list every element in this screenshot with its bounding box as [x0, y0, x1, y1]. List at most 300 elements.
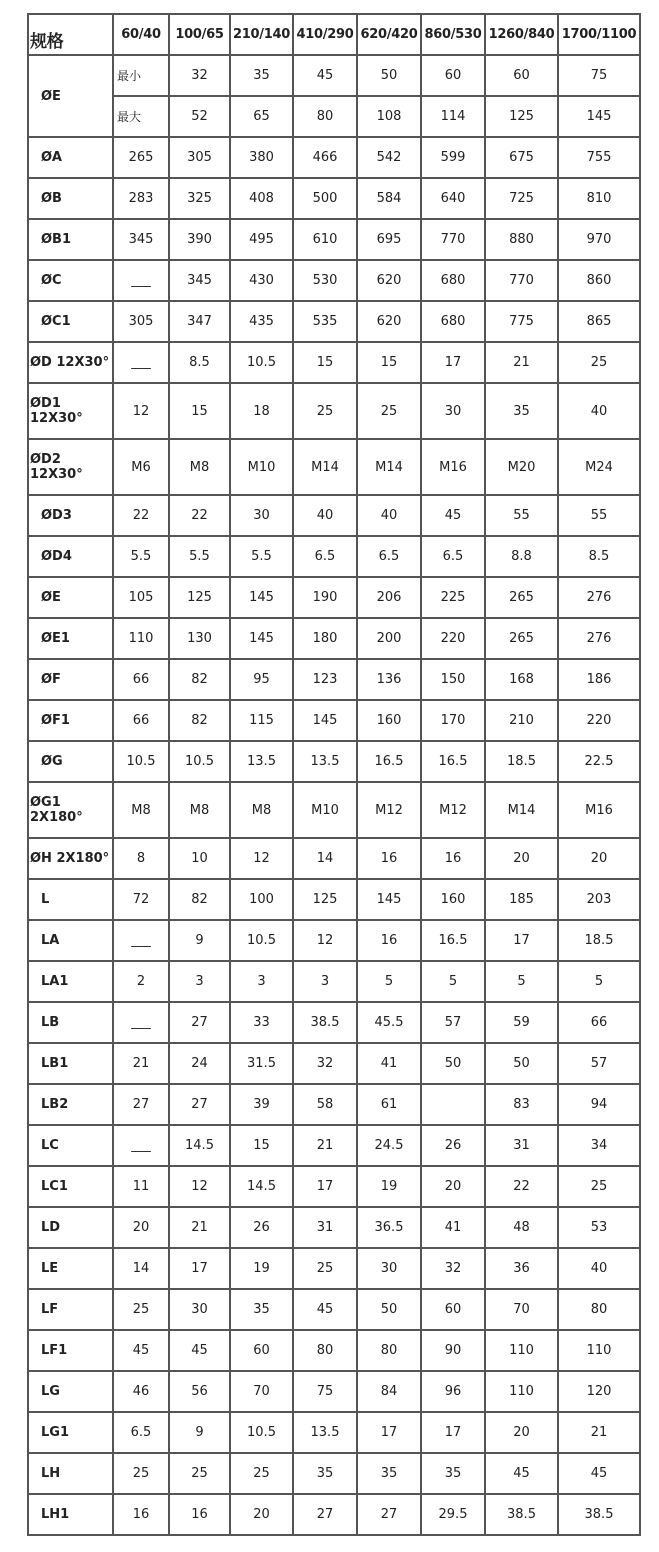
table-cell: 203 [558, 879, 640, 920]
table-cell: 810 [558, 178, 640, 219]
table-cell: 55 [558, 495, 640, 536]
table-cell: 12 [230, 838, 293, 879]
table-cell: 15 [293, 342, 357, 383]
table-cell: 50 [357, 1289, 421, 1330]
table-cell: 34 [558, 1125, 640, 1166]
table-cell: 32 [421, 1248, 485, 1289]
table-cell: 16.5 [357, 741, 421, 782]
table-cell: 24 [169, 1043, 230, 1084]
table-cell: 160 [357, 700, 421, 741]
table-cell: 22 [169, 495, 230, 536]
table-cell: 14 [293, 838, 357, 879]
table-cell: 130 [169, 618, 230, 659]
table-cell: 33 [230, 1002, 293, 1043]
table-cell: 66 [558, 1002, 640, 1043]
row-label: ØB [28, 178, 113, 219]
table-row [28, 1412, 640, 1453]
table-cell [421, 1084, 485, 1125]
table-cell: 35 [485, 383, 558, 439]
table-cell: 21 [558, 1412, 640, 1453]
table-cell: 26 [421, 1125, 485, 1166]
spec-table [27, 13, 641, 1536]
table-cell: 390 [169, 219, 230, 260]
table-cell: 145 [293, 700, 357, 741]
table-cell: 265 [113, 137, 169, 178]
column-header: 60/40 [113, 14, 169, 55]
table-cell: M8 [169, 439, 230, 495]
table-cell: 160 [421, 879, 485, 920]
table-cell: 220 [558, 700, 640, 741]
table-cell: 542 [357, 137, 421, 178]
table-cell: 150 [421, 659, 485, 700]
table-cell: 57 [558, 1043, 640, 1084]
table-cell: 27 [169, 1084, 230, 1125]
table-cell: 17 [169, 1248, 230, 1289]
column-header: 1260/840 [485, 14, 558, 55]
table-cell: 45 [485, 1453, 558, 1494]
table-row [28, 920, 640, 961]
table-cell: 38.5 [485, 1494, 558, 1535]
table-cell: 680 [421, 301, 485, 342]
table-cell: 25 [293, 383, 357, 439]
table-cell: 17 [357, 1412, 421, 1453]
table-cell: 13.5 [230, 741, 293, 782]
table-cell: 66 [113, 700, 169, 741]
table-cell: 45 [293, 1289, 357, 1330]
table-cell: 12 [113, 383, 169, 439]
table-cell: 3 [293, 961, 357, 1002]
table-cell: 50 [485, 1043, 558, 1084]
table-cell: 15 [230, 1125, 293, 1166]
header-row [28, 14, 640, 55]
table-cell: 3 [230, 961, 293, 1002]
table-cell: 36 [485, 1248, 558, 1289]
table-row [28, 301, 640, 342]
row-label: ØG1 2X180° [28, 782, 113, 838]
table-cell: 110 [558, 1330, 640, 1371]
table-cell: 325 [169, 178, 230, 219]
row-label: LA1 [28, 961, 113, 1002]
table-row [28, 495, 640, 536]
table-cell: 3 [169, 961, 230, 1002]
row-label: ØD4 [28, 536, 113, 577]
table-cell: M8 [113, 782, 169, 838]
table-cell: 170 [421, 700, 485, 741]
table-cell: 168 [485, 659, 558, 700]
table-cell: 755 [558, 137, 640, 178]
table-cell: 35 [230, 55, 293, 96]
table-row [28, 961, 640, 1002]
row-label: LB [28, 1002, 113, 1043]
table-cell: 31 [293, 1207, 357, 1248]
table-cell: 40 [558, 1248, 640, 1289]
table-cell: 15 [357, 342, 421, 383]
table-cell: 10.5 [230, 1412, 293, 1453]
row-label: LD [28, 1207, 113, 1248]
table-cell: 59 [485, 1002, 558, 1043]
table-cell: 57 [421, 1002, 485, 1043]
row-label: ØF [28, 659, 113, 700]
table-cell: 435 [230, 301, 293, 342]
table-row [28, 741, 640, 782]
row-label: ØB1 [28, 219, 113, 260]
row-label: LG1 [28, 1412, 113, 1453]
row-label: ØD1 12X30° [28, 383, 113, 439]
table-cell: 185 [485, 879, 558, 920]
table-cell: 105 [113, 577, 169, 618]
table-cell: 5.5 [230, 536, 293, 577]
table-row [28, 659, 640, 700]
table-row [28, 439, 640, 495]
row-label: ØH 2X180° [28, 838, 113, 879]
table-cell: 27 [357, 1494, 421, 1535]
table-cell: 72 [113, 879, 169, 920]
table-row [28, 838, 640, 879]
row-label: L [28, 879, 113, 920]
table-cell: 190 [293, 577, 357, 618]
table-cell: ___ [113, 920, 169, 961]
table-cell: M14 [293, 439, 357, 495]
table-cell: 125 [293, 879, 357, 920]
table-cell: 45 [293, 55, 357, 96]
table-cell: 50 [357, 55, 421, 96]
table-row [28, 55, 640, 96]
sub-row-label: 最小 [113, 55, 169, 96]
table-cell: 466 [293, 137, 357, 178]
table-cell: M14 [485, 782, 558, 838]
table-cell: 770 [485, 260, 558, 301]
row-label: ØD3 [28, 495, 113, 536]
table-cell: M16 [421, 439, 485, 495]
table-cell: 82 [169, 659, 230, 700]
table-cell: 40 [558, 383, 640, 439]
table-cell: 15 [169, 383, 230, 439]
row-label: ØE1 [28, 618, 113, 659]
table-cell: 408 [230, 178, 293, 219]
table-cell: 20 [485, 1412, 558, 1453]
table-cell: 45 [558, 1453, 640, 1494]
table-cell: 25 [558, 342, 640, 383]
row-label: ØD 12X30° [28, 342, 113, 383]
table-cell: 2 [113, 961, 169, 1002]
table-cell: 500 [293, 178, 357, 219]
table-cell: 5 [421, 961, 485, 1002]
table-cell: 45.5 [357, 1002, 421, 1043]
table-cell: 29.5 [421, 1494, 485, 1535]
table-cell: 25 [357, 383, 421, 439]
table-cell: 860 [558, 260, 640, 301]
table-cell: 5 [357, 961, 421, 1002]
table-cell: 610 [293, 219, 357, 260]
table-cell: 265 [485, 618, 558, 659]
table-cell: 12 [293, 920, 357, 961]
table-cell: 65 [230, 96, 293, 137]
table-cell: 8.5 [558, 536, 640, 577]
table-cell: 17 [485, 920, 558, 961]
table-cell: 186 [558, 659, 640, 700]
table-cell: 19 [357, 1166, 421, 1207]
row-label: LA [28, 920, 113, 961]
table-cell: 96 [421, 1371, 485, 1412]
table-cell: 283 [113, 178, 169, 219]
table-cell: 30 [421, 383, 485, 439]
table-cell: 25 [113, 1289, 169, 1330]
table-cell: 17 [421, 342, 485, 383]
table-cell: 108 [357, 96, 421, 137]
table-cell: 865 [558, 301, 640, 342]
table-cell: 20 [230, 1494, 293, 1535]
table-cell: 110 [113, 618, 169, 659]
table-cell: 27 [293, 1494, 357, 1535]
table-cell: 41 [357, 1043, 421, 1084]
table-cell: 9 [169, 920, 230, 961]
table-cell: 84 [357, 1371, 421, 1412]
table-cell: 20 [485, 838, 558, 879]
table-cell: 114 [421, 96, 485, 137]
table-cell: 21 [169, 1207, 230, 1248]
table-cell: 82 [169, 879, 230, 920]
table-cell: 110 [485, 1330, 558, 1371]
table-cell: 80 [558, 1289, 640, 1330]
table-cell: 10.5 [113, 741, 169, 782]
table-row [28, 1166, 640, 1207]
table-cell: 695 [357, 219, 421, 260]
row-label: ØE [28, 577, 113, 618]
table-cell: 680 [421, 260, 485, 301]
table-cell: 380 [230, 137, 293, 178]
table-cell: 18 [230, 383, 293, 439]
table-cell: 36.5 [357, 1207, 421, 1248]
table-cell: 13.5 [293, 1412, 357, 1453]
table-cell: 6.5 [421, 536, 485, 577]
table-cell: 20 [558, 838, 640, 879]
table-cell: 125 [485, 96, 558, 137]
row-label: LH [28, 1453, 113, 1494]
row-label: ØG [28, 741, 113, 782]
row-label: LF [28, 1289, 113, 1330]
table-cell: 35 [421, 1453, 485, 1494]
table-row [28, 178, 640, 219]
table-cell: 640 [421, 178, 485, 219]
table-cell: M12 [357, 782, 421, 838]
row-label: ØC [28, 260, 113, 301]
table-cell: 48 [485, 1207, 558, 1248]
table-row [28, 1002, 640, 1043]
table-cell: 5.5 [113, 536, 169, 577]
table-cell: 725 [485, 178, 558, 219]
column-header: 410/290 [293, 14, 357, 55]
table-cell: 22 [485, 1166, 558, 1207]
table-cell: 210 [485, 700, 558, 741]
table-cell: ___ [113, 1002, 169, 1043]
table-cell: 970 [558, 219, 640, 260]
table-row [28, 577, 640, 618]
table-row [28, 1371, 640, 1412]
column-header: 620/420 [357, 14, 421, 55]
row-label: ØC1 [28, 301, 113, 342]
table-cell: 225 [421, 577, 485, 618]
table-cell: 10.5 [230, 342, 293, 383]
row-label: LC1 [28, 1166, 113, 1207]
table-cell: 90 [421, 1330, 485, 1371]
table-cell: M24 [558, 439, 640, 495]
table-cell: 25 [293, 1248, 357, 1289]
table-cell: 535 [293, 301, 357, 342]
row-label: LF1 [28, 1330, 113, 1371]
table-cell: 56 [169, 1371, 230, 1412]
table-cell: 22 [113, 495, 169, 536]
table-row [28, 1494, 640, 1535]
table-cell: 83 [485, 1084, 558, 1125]
table-cell: 9 [169, 1412, 230, 1453]
table-cell: 24.5 [357, 1125, 421, 1166]
table-cell: 30 [230, 495, 293, 536]
table-cell: 6.5 [113, 1412, 169, 1453]
table-cell: M12 [421, 782, 485, 838]
table-cell: 55 [485, 495, 558, 536]
table-cell: 60 [421, 1289, 485, 1330]
table-cell: M8 [230, 782, 293, 838]
table-cell: 110 [485, 1371, 558, 1412]
table-cell: 16.5 [421, 920, 485, 961]
table-cell: 25 [113, 1453, 169, 1494]
table-cell: 75 [558, 55, 640, 96]
table-cell: 14 [113, 1248, 169, 1289]
table-cell: 345 [169, 260, 230, 301]
row-label: LB2 [28, 1084, 113, 1125]
table-cell: 20 [113, 1207, 169, 1248]
table-cell: 347 [169, 301, 230, 342]
table-cell: 52 [169, 96, 230, 137]
table-cell: 61 [357, 1084, 421, 1125]
table-cell: 8.5 [169, 342, 230, 383]
table-row [28, 1248, 640, 1289]
table-cell: 11 [113, 1166, 169, 1207]
row-label: LC [28, 1125, 113, 1166]
table-cell: 136 [357, 659, 421, 700]
table-cell: 20 [421, 1166, 485, 1207]
table-cell: 530 [293, 260, 357, 301]
table-cell: 599 [421, 137, 485, 178]
table-cell: 45 [421, 495, 485, 536]
row-label: LG [28, 1371, 113, 1412]
table-cell: M14 [357, 439, 421, 495]
table-cell: ___ [113, 1125, 169, 1166]
table-cell: 27 [113, 1084, 169, 1125]
table-cell: 276 [558, 577, 640, 618]
table-cell: 39 [230, 1084, 293, 1125]
table-row [28, 383, 640, 439]
table-cell: 17 [293, 1166, 357, 1207]
table-cell: 31 [485, 1125, 558, 1166]
table-cell: 30 [169, 1289, 230, 1330]
table-cell: 10 [169, 838, 230, 879]
table-cell: 82 [169, 700, 230, 741]
table-cell: 276 [558, 618, 640, 659]
table-cell: 19 [230, 1248, 293, 1289]
table-cell: 430 [230, 260, 293, 301]
table-cell: 12 [169, 1166, 230, 1207]
table-cell: 60 [230, 1330, 293, 1371]
table-cell: 305 [169, 137, 230, 178]
table-cell: 40 [293, 495, 357, 536]
table-cell: 584 [357, 178, 421, 219]
table-cell: M10 [230, 439, 293, 495]
table-row [28, 1125, 640, 1166]
column-header: 1700/1100 [558, 14, 640, 55]
table-cell: 53 [558, 1207, 640, 1248]
table-cell: 95 [230, 659, 293, 700]
column-header: 210/140 [230, 14, 293, 55]
table-cell: 770 [421, 219, 485, 260]
table-cell: 18.5 [558, 920, 640, 961]
table-cell: 75 [293, 1371, 357, 1412]
table-cell: 10.5 [169, 741, 230, 782]
table-cell: 22.5 [558, 741, 640, 782]
table-cell: 200 [357, 618, 421, 659]
table-cell: 41 [421, 1207, 485, 1248]
table-cell: 14.5 [230, 1166, 293, 1207]
table-cell: 21 [113, 1043, 169, 1084]
table-cell: 6.5 [357, 536, 421, 577]
table-cell: 5 [558, 961, 640, 1002]
table-cell: 8.8 [485, 536, 558, 577]
column-header: 100/65 [169, 14, 230, 55]
table-cell: 26 [230, 1207, 293, 1248]
table-cell: 345 [113, 219, 169, 260]
table-cell: 145 [558, 96, 640, 137]
table-cell: 180 [293, 618, 357, 659]
table-cell: 70 [485, 1289, 558, 1330]
table-cell: 25 [169, 1453, 230, 1494]
table-cell: 265 [485, 577, 558, 618]
table-cell: M10 [293, 782, 357, 838]
table-cell: 38.5 [293, 1002, 357, 1043]
table-row [28, 342, 640, 383]
table-cell: 80 [293, 1330, 357, 1371]
table-cell: 125 [169, 577, 230, 618]
table-cell: 46 [113, 1371, 169, 1412]
table-cell: 27 [169, 1002, 230, 1043]
table-cell: 35 [230, 1289, 293, 1330]
table-cell: 80 [293, 96, 357, 137]
table-row [28, 1043, 640, 1084]
table-row [28, 1330, 640, 1371]
table-cell: 16 [169, 1494, 230, 1535]
table-row [28, 260, 640, 301]
table-cell: 21 [485, 342, 558, 383]
table-cell: 17 [421, 1412, 485, 1453]
table-cell: 50 [421, 1043, 485, 1084]
table-cell: 145 [230, 618, 293, 659]
table-cell: 145 [357, 879, 421, 920]
table-cell: 45 [169, 1330, 230, 1371]
table-cell: 66 [113, 659, 169, 700]
table-cell: 30 [357, 1248, 421, 1289]
table-cell: 305 [113, 301, 169, 342]
table-cell: 8 [113, 838, 169, 879]
table-cell: 21 [293, 1125, 357, 1166]
table-cell: 10.5 [230, 920, 293, 961]
table-cell: 31.5 [230, 1043, 293, 1084]
table-cell: 620 [357, 260, 421, 301]
row-label: LH1 [28, 1494, 113, 1535]
table-cell: 32 [169, 55, 230, 96]
table-cell: 16 [421, 838, 485, 879]
table-cell: 70 [230, 1371, 293, 1412]
table-cell: 80 [357, 1330, 421, 1371]
row-label: ØA [28, 137, 113, 178]
